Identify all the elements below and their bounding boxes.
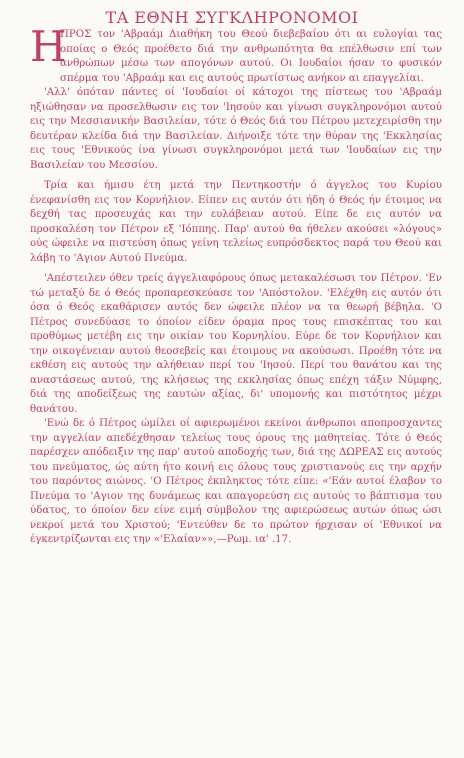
paragraph: 'Αλλ' όπόταν πάντες οί 'Ιουδαίοι οί κάτοχοι της πίστεως του 'Αβραάμ ηξιώθησαν να προσελθωσιν εις τον 'Ιησούν και γίνωσι συγκληρονόμοι αυτού εις την Μεσσιανικήν Βασιλείαν, τότε ό Θεός διά του Πέτρου μετεχειρίσθη την δευτέραν κλείδα διά την Βασιλείαν. Διήνοιξε τότε την θύραν της 'Εκκλησίας εις τους 'Εθνικούς ίνα γίνωσι συγκληρονόμοι μετά των 'Ιουδαίων εις την Βασιλείαν του Μεσσίου.	[30, 87, 442, 171]
article-body	[30, 22, 442, 548]
drop-cap-letter: Η	[30, 22, 67, 71]
paragraph: 'Ενώ δε ό Πέτρος ώμίλει οί αφιερωμένοι εκείνοι άνθρωποι αποπροσχαντες την αγγελίαν απεδέχθησαν τελείως τους όρους της μαθητείας. Τότε ό Θεός παρέσχεν απόδειξιν της παρ' αυτού αποδοχής των, διά της ΔΩΡΕΑΣ εις αυτούς του πνεύματος, ώς αύτη ήτο κοινή εις όλους τους χριστιανούς εις την αρχήν του παρόντος αιώνος. 'Ο Πέτρος έκπληκτος τότε είπε: «'Εάν αυτοί έλαβον το Πνεύμα το 'Αγιον της δυνάμεως και απαγορεύση εις αυτούς το βάπτισμα του ύδατος, το όποίον δεν είνε ειμή σύμβολον της αφιερώσεως αυτών όπως ώσι νεκροί μετά του Χριστού; 'Εντεύθεν δε το πρώτον ήρχισαν οί 'Εθνικοί να έγκεντρίζωνται εις την «'Ελαίαν»»,—Ρωμ. ια' .17.	[30, 418, 442, 545]
paragraph: ΠΡΟΣ τον 'Αβραάμ Διαθήκη του Θεού διεβεβαίου ότι αι ευλογίαι τας οποίας ο Θεός προέθετο διά την ανθρωπότητα θα επέλθωσιν επί των ανθρώπων μέσω των απογόνων αυτού. Οι Ιουδαίοι ήσαν το φυσικόν σπέρμα του 'Αβραάμ και εις αυτούς πρωτίστως ανήκον αι επαγγελίαι.	[60, 29, 442, 84]
paragraph: Τρία και ήμισυ έτη μετά την Πεντηκοστήν ό άγγελος του Κυρίου ένεφανίσθη εις τον Κορνήλιον. Είπεν εις αυτόν ότι ήδη ό Θεός ήν έτοιμος να δεχθή τας προσευχάς και την ευλάβειαν αυτού. Είπε δε εις αυτόν να προσκαλέση τον Πέτρον εξ 'Ιόππης. Παρ' αυτού θα ήθελεν ακούσει «λόγους» ούς ώφειλε να πιστεύση όπως γείνη τελείως ευπρόσδεκτος παρά του Θεού και λάβη το 'Αγιον Αυτού Πνεύμα.	[30, 180, 442, 264]
article-title: ΤΑ ΕΘΝΗ ΣΥΓΚΛΗΡΟΝΟΜΟΙ	[105, 8, 359, 27]
paragraph: 'Απέστειλεν όθεν τρείς άγγελιαφόρους όπως μετακαλέσωσι τον Πέτρον. 'Εν τώ μεταξύ δε ό Θεός προπαρεσκεύασε τον 'Απόστολον. 'Ελέχθη εις αυτόν ότι όσα ό Θεός εκαθάρισεν αυτός δεν ώφειλε πλέον να τα θεωρή βέβηλα. 'Ο Πέτρος συνεδύασε το όποίον είδεν όραμα προς τους επισκέπτας του και προθύμως μετέβη εις την οικίαν του Κορνηλίου. Εύρε δε τον Κορνήλιον και την οικογένειαν αυτού θεοσεβείς και έτοιμους να ακούσωσι. Προέθη τότε να εκθέση εις αυτούς την αλήθειαν περί του 'Ιησού. Περί του θανάτου και της αναστάσεως αυτού, της κλήσεως της εκκλησίας όπως επέχη τάξιν Νύμφης, διά της αποδείξεως της εαυτών αξίας, δι' υπομονής και πιστότητος μέχρι θανάτου.	[30, 273, 442, 415]
